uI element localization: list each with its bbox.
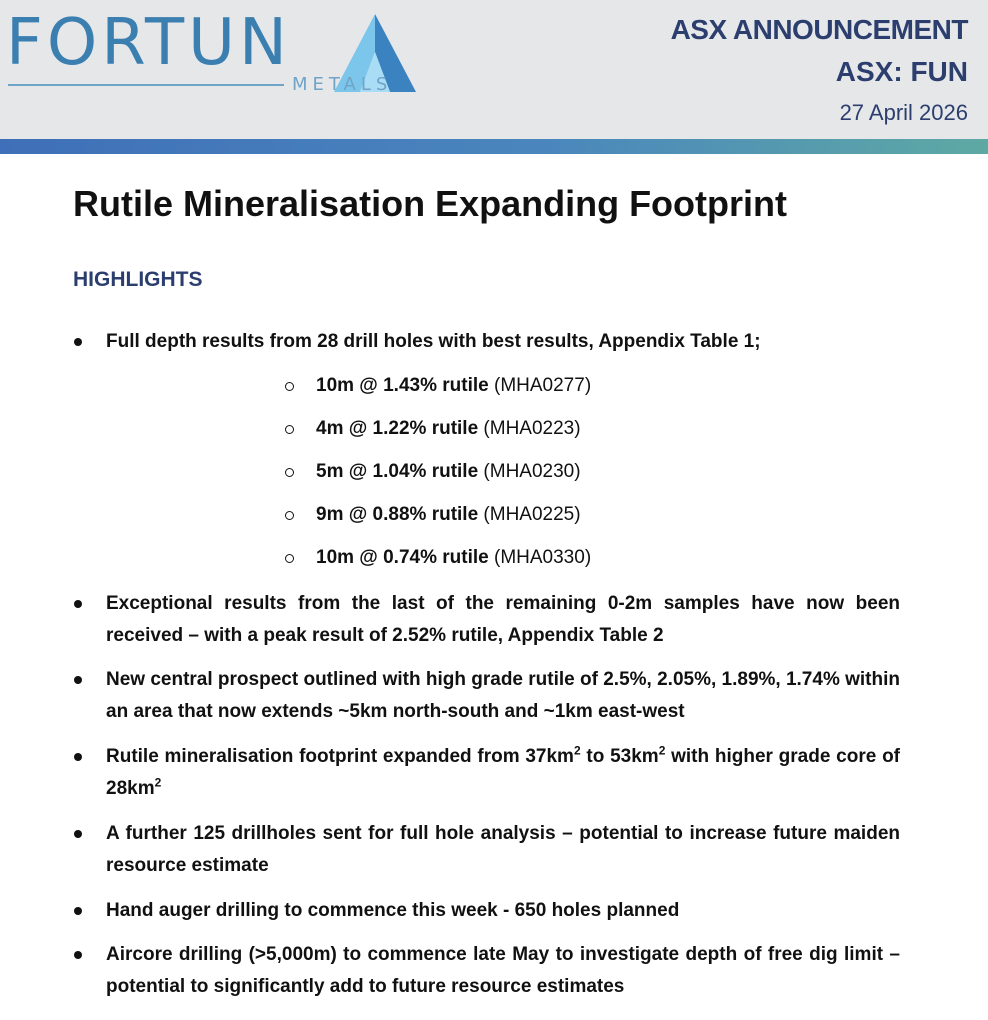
header-accent-bar bbox=[0, 139, 988, 154]
bullet-marker bbox=[74, 676, 82, 684]
result-item bbox=[316, 458, 581, 486]
sub-bullet-marker bbox=[285, 382, 294, 391]
result-item bbox=[316, 415, 581, 443]
document-title: Rutile Mineralisation Expanding Footprint bbox=[73, 183, 788, 224]
result-item bbox=[316, 544, 591, 572]
result-hole-id: (MHA0223) bbox=[478, 418, 581, 439]
bullet-marker bbox=[74, 753, 82, 761]
highlight-item-drill-results: Full depth results from 28 drill holes with best results, Appendix Table 1; bbox=[106, 331, 761, 352]
footprint-text: with higher grade core of 28km bbox=[106, 746, 901, 799]
result-value: 9m @ 0.88% rutile bbox=[316, 504, 479, 525]
highlight-item-central-prospect: New central prospect outlined with high grade rutile of 2.5%, 2.05%, 1.89%, 1.74% within an area that now extends ~5km north-south and ~1km east-west bbox=[106, 669, 900, 722]
highlight-item-surface-samples: Exceptional results from the last of the remaining 0-2m samples have now been received – with a peak result of 2.52% rutile, Appendix Table 2 bbox=[106, 593, 900, 646]
announcement-label: ASX ANNOUNCEMENT bbox=[670, 14, 968, 45]
highlight-item-further-drillholes: A further 125 drillholes sent for full hole analysis – potential to increase future maiden resource estimate bbox=[106, 823, 900, 876]
bullet-marker bbox=[74, 907, 82, 915]
logo-wordmark: FORTUN bbox=[6, 6, 291, 80]
superscript: 2 bbox=[154, 775, 162, 790]
result-value: 5m @ 1.04% rutile bbox=[316, 461, 479, 482]
sub-bullet-marker bbox=[285, 511, 294, 520]
logo-subtitle: METALS bbox=[292, 74, 393, 95]
result-value: 4m @ 1.22% rutile bbox=[316, 418, 479, 439]
result-hole-id: (MHA0230) bbox=[478, 461, 581, 482]
page-header bbox=[0, 0, 988, 139]
bullet-marker bbox=[74, 600, 82, 608]
highlight-item-hand-auger: Hand auger drilling to commence this week - 650 holes planned bbox=[106, 900, 680, 921]
result-hole-id: (MHA0277) bbox=[488, 375, 592, 396]
result-hole-id: (MHA0330) bbox=[488, 547, 592, 568]
highlights-heading: HIGHLIGHTS bbox=[73, 268, 203, 291]
logo-underline bbox=[8, 84, 284, 86]
company-logo bbox=[6, 8, 416, 100]
footprint-text: to 53km bbox=[580, 746, 659, 767]
bullet-marker bbox=[74, 338, 82, 346]
highlight-item-aircore: Aircore drilling (>5,000m) to commence late May to investigate depth of free dig limit – potential to significantly add to future resource estimates bbox=[106, 944, 900, 997]
result-value: 10m @ 1.43% rutile bbox=[316, 375, 489, 396]
sub-bullet-marker bbox=[285, 425, 294, 434]
sub-bullet-marker bbox=[285, 468, 294, 477]
superscript: 2 bbox=[658, 743, 666, 758]
superscript: 2 bbox=[573, 743, 581, 758]
result-item bbox=[316, 501, 581, 529]
bullet-marker bbox=[74, 951, 82, 959]
ticker-code: ASX: FUN bbox=[835, 56, 968, 87]
bullet-marker bbox=[74, 830, 82, 838]
result-value: 10m @ 0.74% rutile bbox=[316, 547, 489, 568]
result-item bbox=[316, 372, 591, 400]
result-hole-id: (MHA0225) bbox=[478, 504, 581, 525]
footprint-text: Rutile mineralisation footprint expanded from 37km bbox=[106, 746, 574, 767]
highlight-item-footprint bbox=[106, 741, 900, 805]
announcement-date: 27 April 2026 bbox=[839, 100, 968, 125]
sub-bullet-marker bbox=[285, 554, 294, 563]
